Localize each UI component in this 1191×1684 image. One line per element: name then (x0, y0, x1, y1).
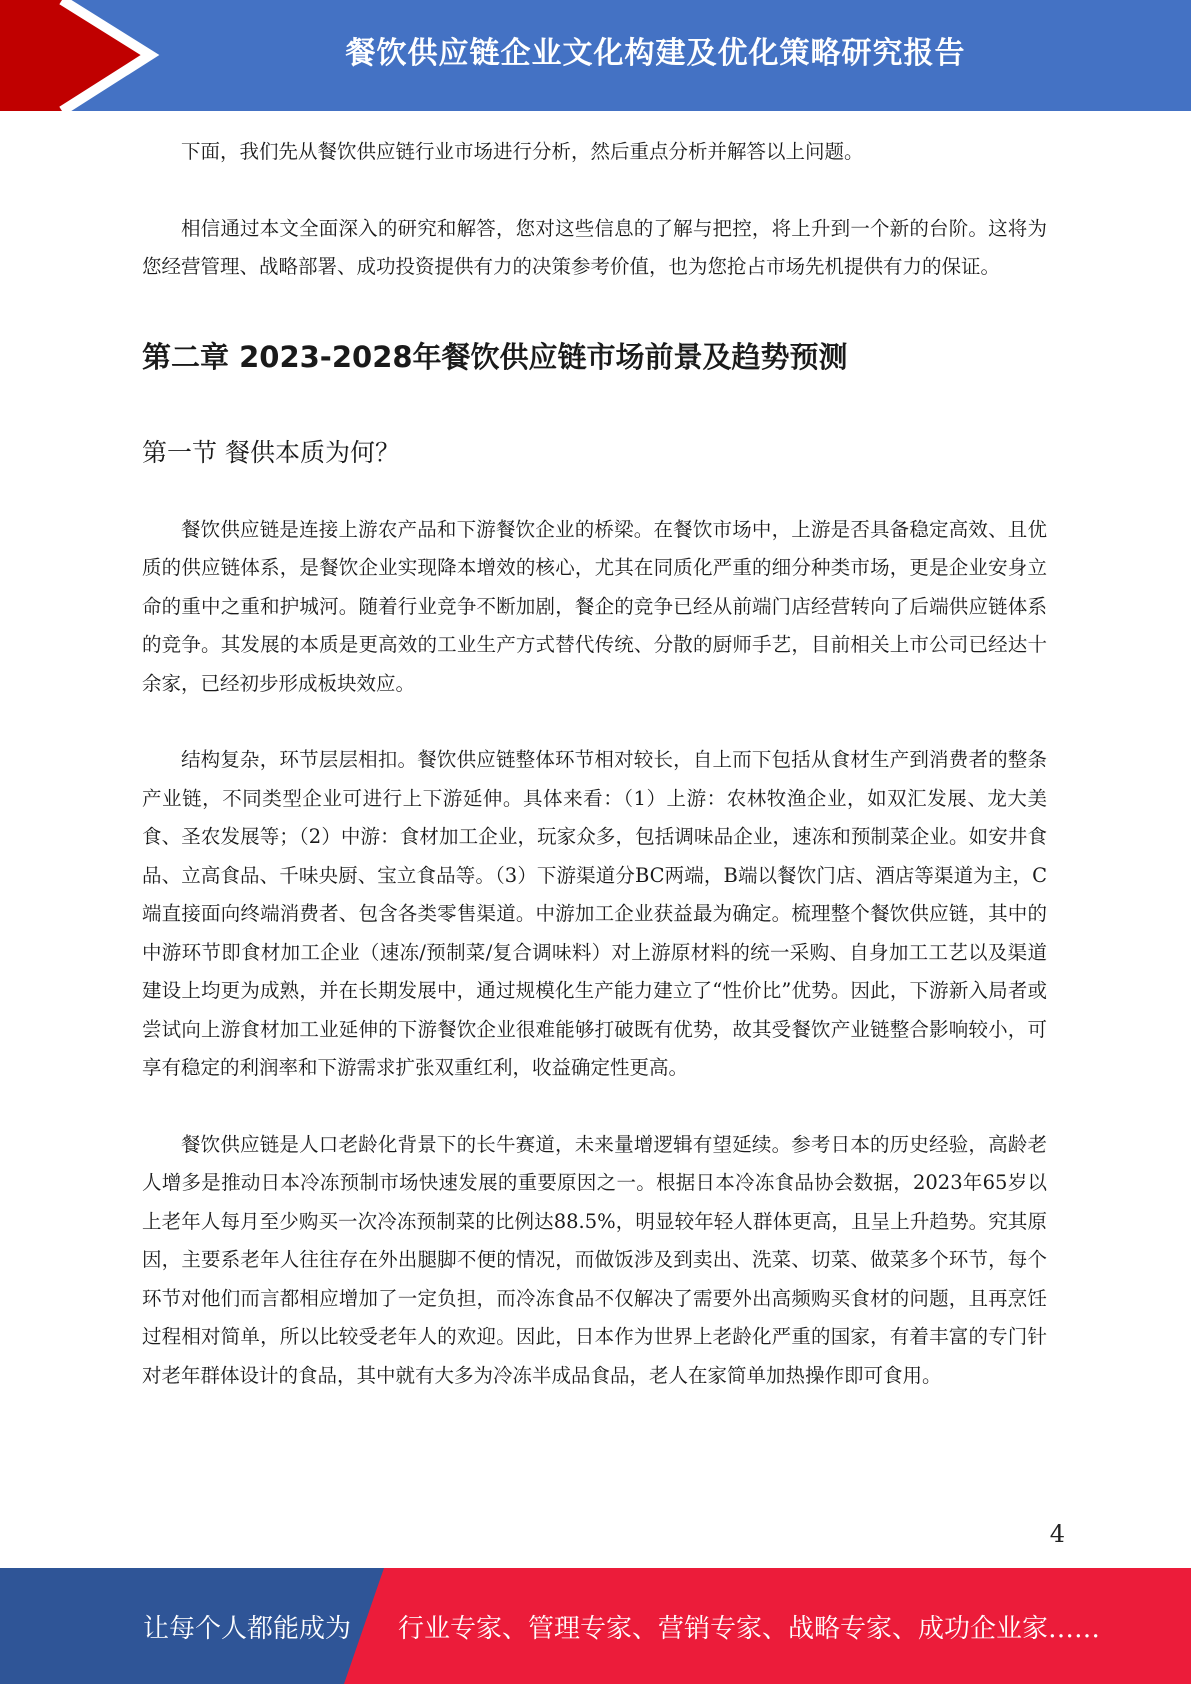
body-paragraph-2: 结构复杂，环节层层相扣。餐饮供应链整体环节相对较长，自上而下包括从食材生产到消费者的整条产业链，不同类型企业可进行上下游延伸。具体来看：（1）上游：农林牧渔企业，如双汇发展、龙大美食、圣农发展等；（2）中游：食材加工企业，玩家众多，包括调味品企业，速冻和预制菜企业。如安井食品、立高食品、千味央厨、宝立食品等。（3）下游渠道分BC两端，B端以餐饮门店、酒店等渠道为主，C端直接面向终端消费者、包含各类零售渠道。中游加工企业获益最为确定。梳理整个餐饮供应链，其中的中游环节即食材加工企业（速冻/预制菜/复合调味料）对上游原材料的统一采购、自身加工工艺以及渠道建设上均更为成熟，并在长期发展中，通过规模化生产能力建立了“性价比”优势。因此，下游新入局者或尝试向上游食材加工业延伸的下游餐饮企业很难能够打破既有优势，故其受餐饮产业链整合影响较小，可享有稳定的利润率和下游需求扩张双重红利，收益确定性更高。 (142, 748, 1047, 1079)
footer-slogan-right: 行业专家、管理专家、营销专家、战略专家、成功企业家…… (398, 1613, 1101, 1644)
footer-slogan-left: 让每个人都能成为 (143, 1613, 352, 1644)
chapter-heading: 第二章 2023-2028年餐饮供应链市场前景及趋势预测 (142, 339, 848, 374)
body-paragraph-1: 餐饮供应链是连接上游农产品和下游餐饮企业的桥梁。在餐饮市场中，上游是否具备稳定高效、且优质的供应链体系，是餐饮企业实现降本增效的核心，尤其在同质化严重的细分种类市场，更是企业安身立命的重中之重和护城河。随着行业竞争不断加剧，餐企的竞争已经从前端门店经营转向了后端供应链体系的竞争。其发展的本质是更高效的工业生产方式替代传统、分散的厨师手艺，目前相关上市公司已经达十余家，已经初步形成板块效应。 (142, 517, 1047, 695)
page-content (142, 133, 1047, 1395)
intro-paragraph-1: 下面，我们先从餐饮供应链行业市场进行分析，然后重点分析并解答以上问题。 (181, 140, 864, 163)
report-title: 餐饮供应链企业文化构建及优化策略研究报告 (345, 36, 966, 71)
page-header (0, 0, 1191, 111)
intro-paragraph-2: 相信通过本文全面深入的研究和解答，您对这些信息的了解与把控，将上升到一个新的台阶。这将为您经营管理、战略部署、成功投资提供有力的决策参考价值，也为您抢占市场先机提供有力的保证。 (142, 216, 1047, 278)
red-arrow-shape (0, 0, 150, 111)
body-paragraph-3: 餐饮供应链是人口老龄化背景下的长牛赛道，未来量增逻辑有望延续。参考日本的历史经验，高龄老人增多是推动日本冷冻预制市场快速发展的重要原因之一。根据日本冷冻食品协会数据，2023年65岁以上老年人每月至少购买一次冷冻预制菜的比例达88.5%，明显较年轻人群体更高，且呈上升趋势。究其原因，主要系老年人往往存在外出腿脚不便的情况，而做饭涉及到卖出、洗菜、切菜、做菜多个环节，每个环节对他们而言都相应增加了一定负担，而冷冻食品不仅解决了需要外出高频购买食材的问题，且再烹饪过程相对简单，所以比较受老年人的欢迎。因此，日本作为世界上老龄化严重的国家，有着丰富的专门针对老年群体设计的食品，其中就有大多为冷冻半成品食品，老人在家简单加热操作即可食用。 (142, 1132, 1047, 1387)
section-heading: 第一节 餐供本质为何？ (142, 437, 400, 467)
page-number: 4 (1049, 1520, 1065, 1548)
page-footer (0, 1568, 1191, 1684)
